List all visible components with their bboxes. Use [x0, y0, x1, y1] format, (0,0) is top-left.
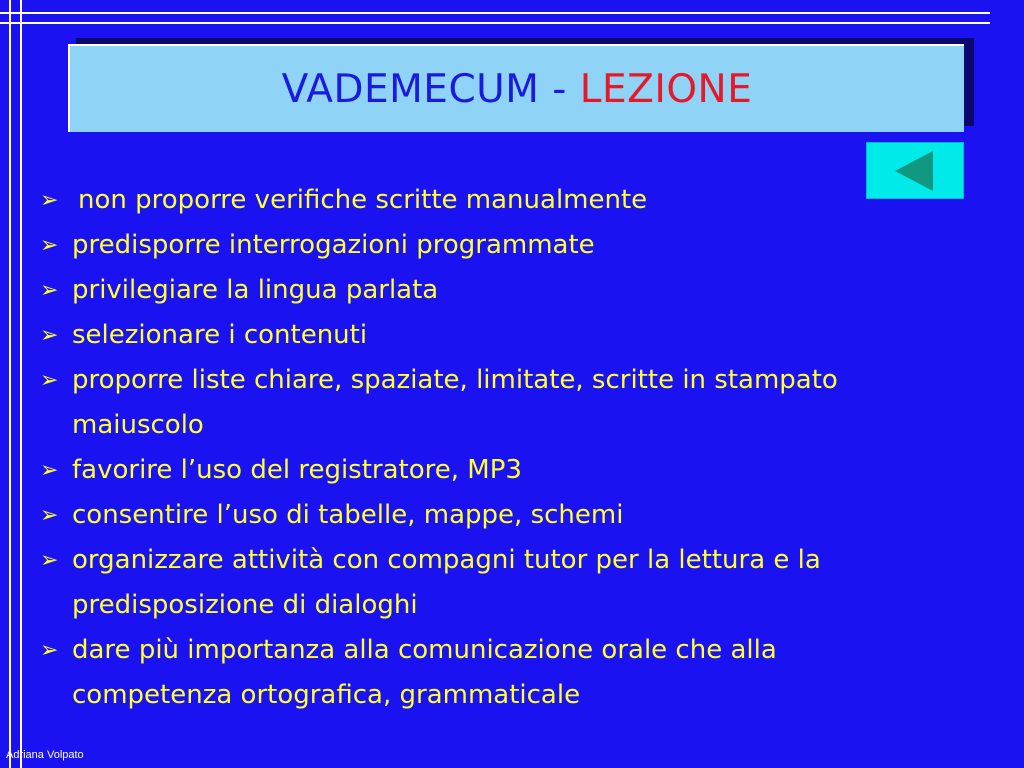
list-item — [40, 493, 940, 538]
arrow-bullet-icon: ➢ — [40, 638, 59, 663]
arrow-bullet-icon: ➢ — [40, 458, 59, 483]
footer-author: Adriana Volpato — [6, 749, 84, 761]
left-border-line-inner — [20, 0, 22, 768]
list-item — [40, 538, 952, 628]
top-border-line-upper — [0, 12, 990, 14]
list-item-text: dare più importanza alla comunicazione orale che alla competenza ortografica, grammaticale — [72, 635, 777, 710]
list-item-text: consentire l’uso di tabelle, mappe, schemi — [72, 500, 624, 530]
top-border-line-lower — [0, 22, 990, 24]
list-item — [40, 178, 940, 223]
list-item-text: predisporre interrogazioni programmate — [72, 230, 595, 260]
left-border-line-outer — [9, 0, 11, 768]
list-item — [40, 313, 940, 358]
title-accent: LEZIONE — [579, 66, 753, 112]
list-item — [40, 223, 940, 268]
title-main: VADEMECUM — [281, 66, 540, 112]
title-separator: - — [539, 66, 580, 112]
list-item-text: organizzare attività con compagni tutor per la lettura e la predisposizione di dialoghi — [72, 545, 821, 620]
list-item — [40, 268, 940, 313]
arrow-bullet-icon: ➢ — [40, 188, 59, 213]
bullet-list — [40, 178, 940, 718]
list-item — [40, 628, 902, 718]
list-item — [40, 358, 852, 448]
list-item — [40, 448, 940, 493]
list-item-text: favorire l’uso del registratore, MP3 — [72, 455, 522, 485]
arrow-bullet-icon: ➢ — [40, 323, 59, 348]
slide-title — [68, 44, 964, 132]
arrow-bullet-icon: ➢ — [40, 503, 59, 528]
list-item-text: selezionare i contenuti — [72, 320, 368, 350]
arrow-bullet-icon: ➢ — [40, 548, 59, 573]
arrow-bullet-icon: ➢ — [40, 368, 59, 393]
list-item-text: privilegiare la lingua parlata — [72, 275, 439, 305]
arrow-bullet-icon: ➢ — [40, 233, 59, 258]
list-item-text: proporre liste chiare, spaziate, limitate, scritte in stampato maiuscolo — [72, 365, 838, 440]
list-item-text: non proporre verifiche scritte manualmente — [78, 185, 648, 215]
arrow-bullet-icon: ➢ — [40, 278, 59, 303]
